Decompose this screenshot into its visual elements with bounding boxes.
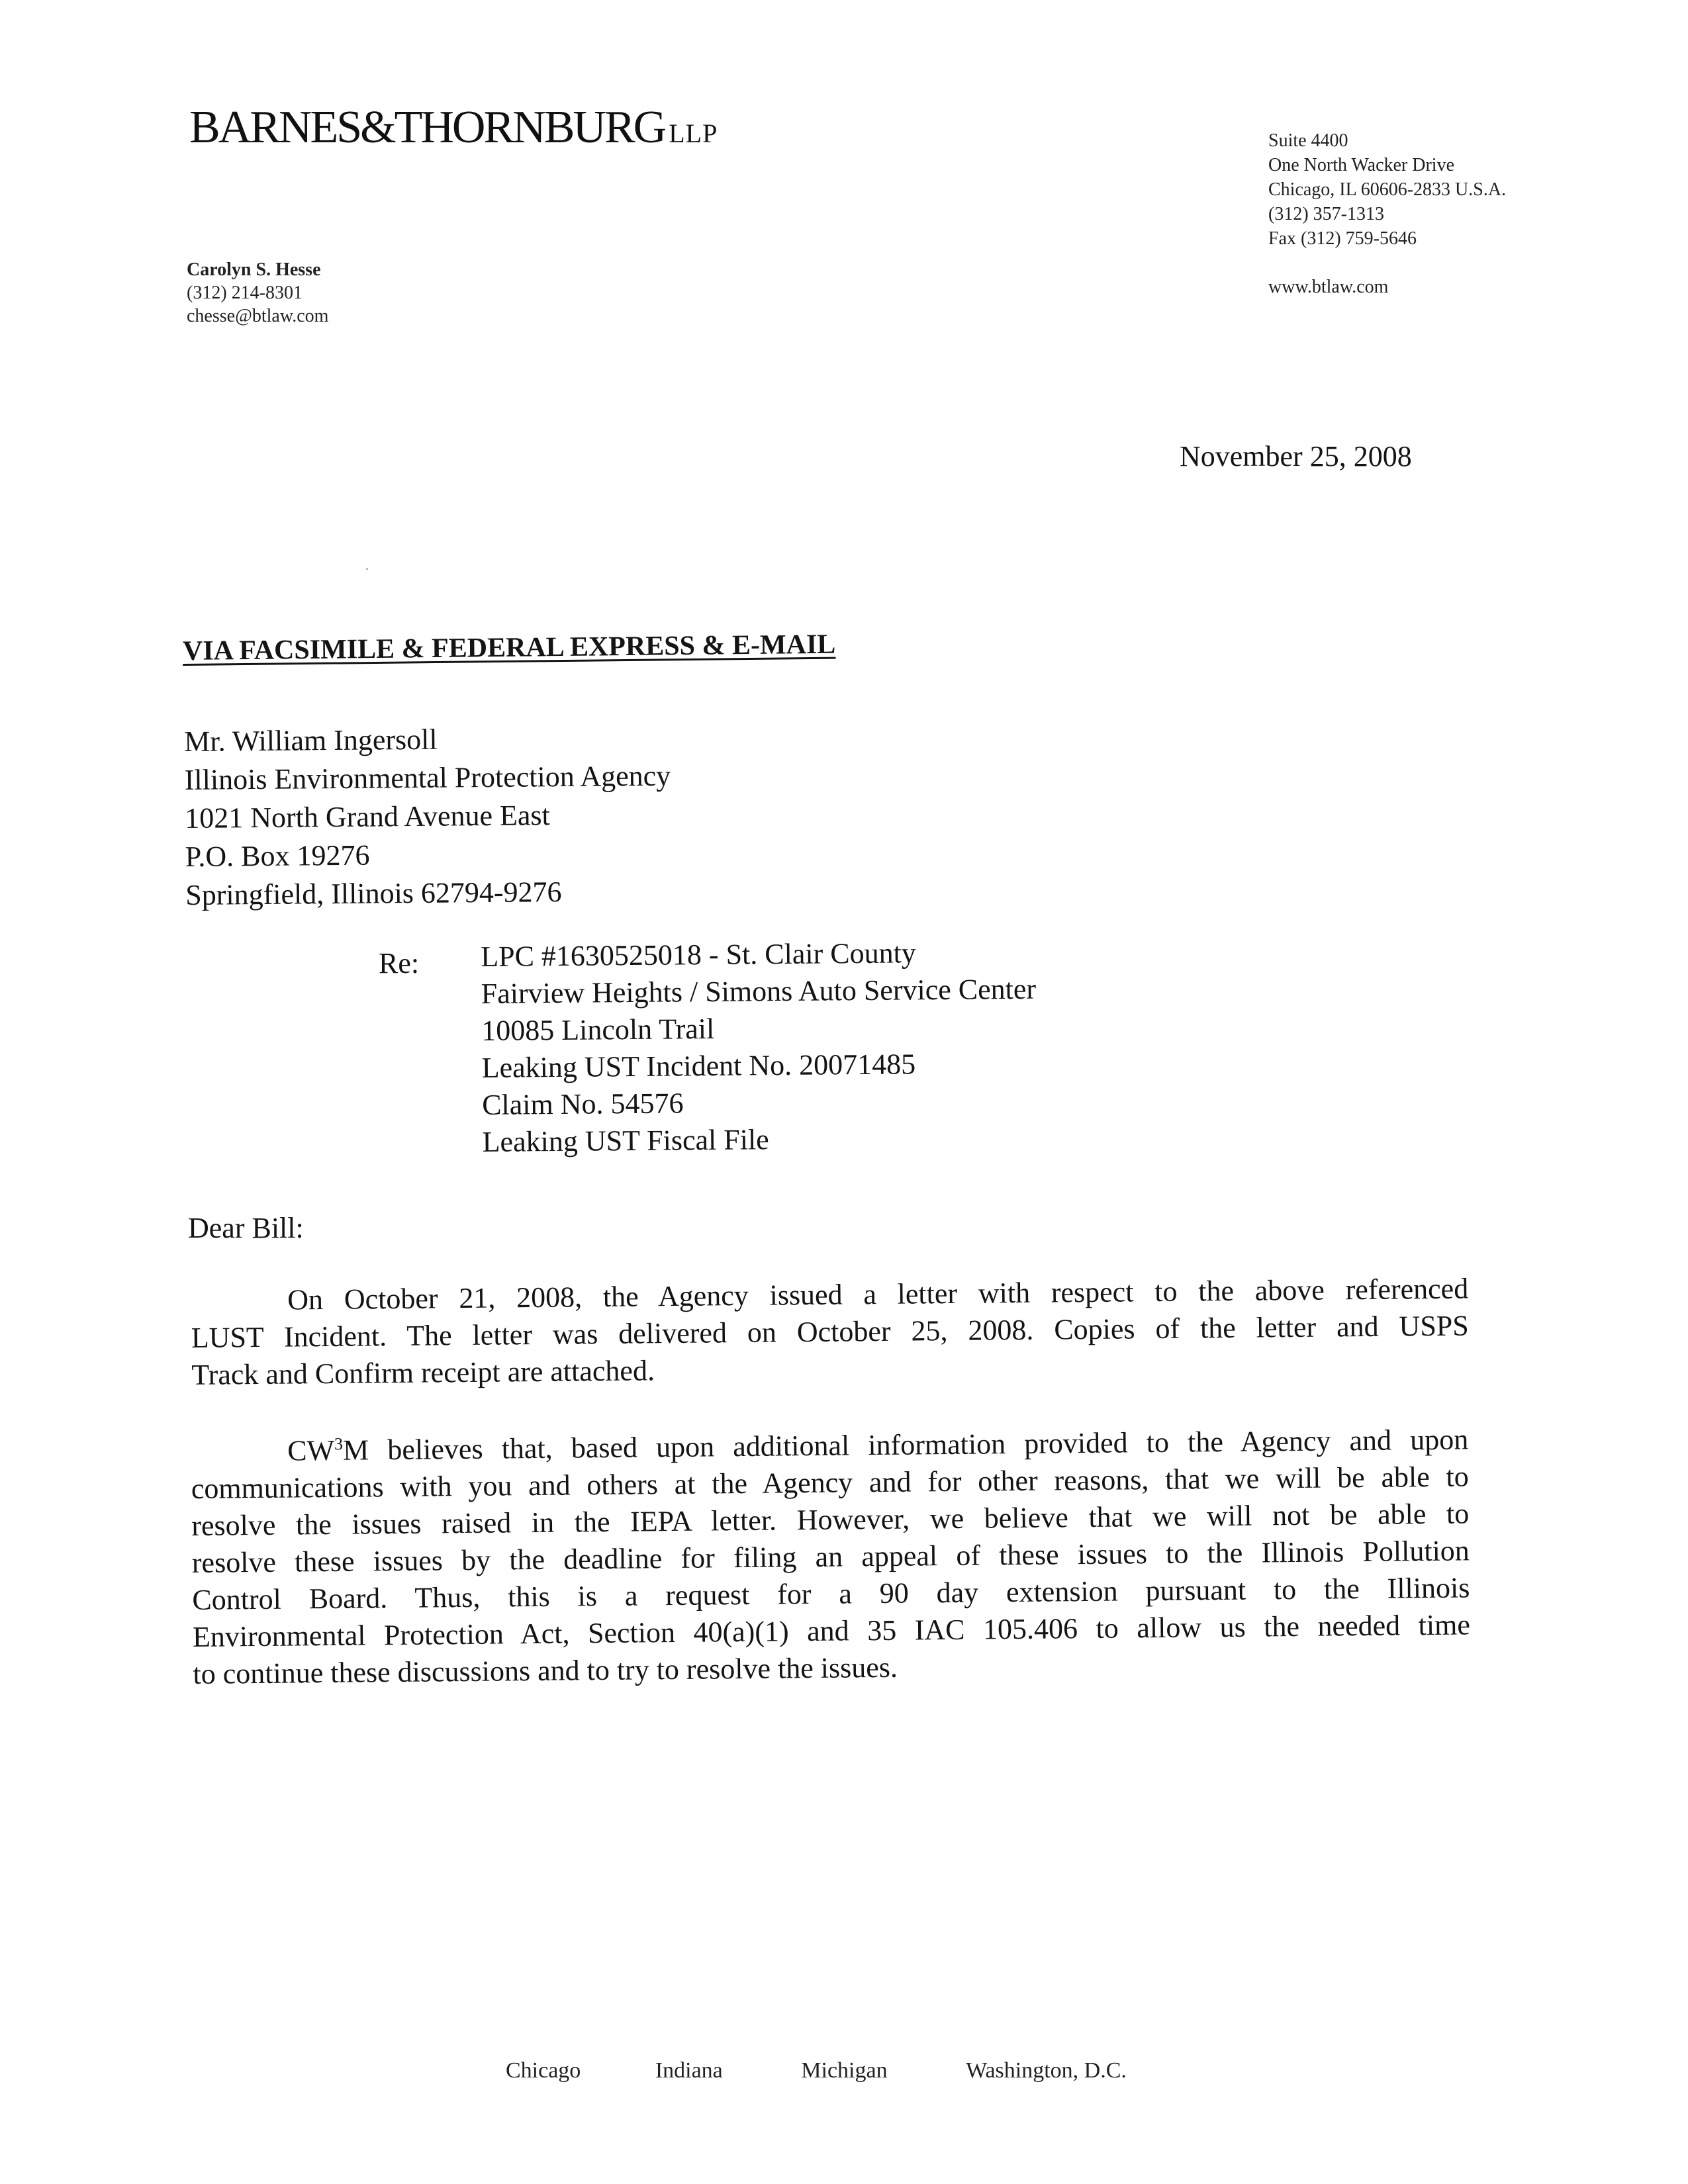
paragraph-line: communications with you and others at the Agency and for other reasons, that we will be able to — [191, 1460, 1469, 1505]
re-subject-block — [481, 934, 1037, 1161]
cw-superscript: 3 — [334, 1434, 344, 1454]
office-suite: Suite 4400 — [1268, 130, 1348, 151]
author-email-link[interactable]: chesse@btlaw.com — [187, 306, 329, 326]
office-address-block — [1268, 128, 1506, 299]
recipient-street: 1021 North Grand Avenue East — [185, 799, 550, 835]
re-line: Fairview Heights / Simons Auto Service Center — [481, 972, 1037, 1010]
recipient-address-block — [184, 719, 672, 915]
re-line: 10085 Lincoln Trail — [481, 1012, 715, 1047]
scan-speck — [366, 568, 368, 570]
body-paragraph-2 — [191, 1421, 1471, 1693]
paragraph-line: resolve the issues raised in the IEPA letter. However, we believe that we will not be able to — [191, 1497, 1470, 1542]
paragraph-line: On October 21, 2008, the Agency issued a letter with respect to the above referenced — [287, 1272, 1469, 1316]
paragraph-line: to continue these discussions and to try to resolve the issues. — [193, 1651, 898, 1690]
letter-date: November 25, 2008 — [1180, 440, 1412, 473]
paragraph-line: Environmental Protection Act, Section 40(a)(1) and 35 IAC 105.406 to allow us the needed time — [192, 1608, 1471, 1653]
paragraph-line: Track and Confirm receipt are attached. — [191, 1354, 655, 1391]
office-fax: Fax (312) 759-5646 — [1268, 228, 1417, 249]
recipient-po-box: P.O. Box 19276 — [185, 839, 370, 873]
paragraph-line: LUST Incident. The letter was delivered on October 25, 2008. Copies of the letter and USPS — [191, 1309, 1469, 1354]
re-line: LPC #1630525018 - St. Clair County — [481, 936, 917, 973]
office-street: One North Wacker Drive — [1268, 155, 1455, 175]
office-city: Chicago, IL 60606-2833 U.S.A. — [1268, 179, 1507, 200]
cw-prefix: CW — [287, 1433, 335, 1467]
re-label: Re: — [379, 947, 420, 979]
recipient-name: Mr. William Ingersoll — [184, 723, 438, 758]
footer-office: Washington, D.C. — [966, 2058, 1127, 2083]
office-phone: (312) 357-1313 — [1268, 204, 1384, 224]
office-website-link[interactable]: www.btlaw.com — [1268, 277, 1389, 297]
re-line: Claim No. 54576 — [481, 1087, 684, 1121]
recipient-city: Springfield, Illinois 62794-9276 — [185, 876, 562, 911]
author-phone: (312) 214-8301 — [187, 283, 303, 303]
paragraph-line: resolve these issues by the deadline for filing an appeal of these issues to the Illinois Pollution — [191, 1534, 1470, 1579]
author-name: Carolyn S. Hesse — [187, 259, 321, 280]
paragraph-line-rest: M believes that, based upon additional information provided to the Agency and upon — [342, 1423, 1469, 1467]
firm-logo — [189, 102, 718, 153]
recipient-organization: Illinois Environmental Protection Agency — [184, 759, 671, 796]
footer-office: Michigan — [801, 2058, 888, 2083]
re-line: Leaking UST Fiscal File — [482, 1123, 769, 1158]
re-line: Leaking UST Incident No. 20071485 — [481, 1048, 916, 1084]
firm-name: BARNES&THORNBURG — [189, 102, 665, 153]
salutation: Dear Bill: — [188, 1212, 304, 1244]
footer-office: Indiana — [655, 2058, 723, 2083]
paragraph-line: Control Board. Thus, this is a request for a 90 day extension pursuant to the Illinois — [192, 1571, 1470, 1616]
delivery-method-heading: VIA FACSIMILE & FEDERAL EXPRESS & E-MAIL — [182, 629, 836, 666]
author-contact-block — [187, 258, 328, 328]
body-paragraph-1 — [191, 1270, 1470, 1394]
firm-suffix: LLP — [669, 118, 718, 148]
footer-office-locations — [506, 2058, 1127, 2083]
footer-office: Chicago — [506, 2058, 581, 2083]
